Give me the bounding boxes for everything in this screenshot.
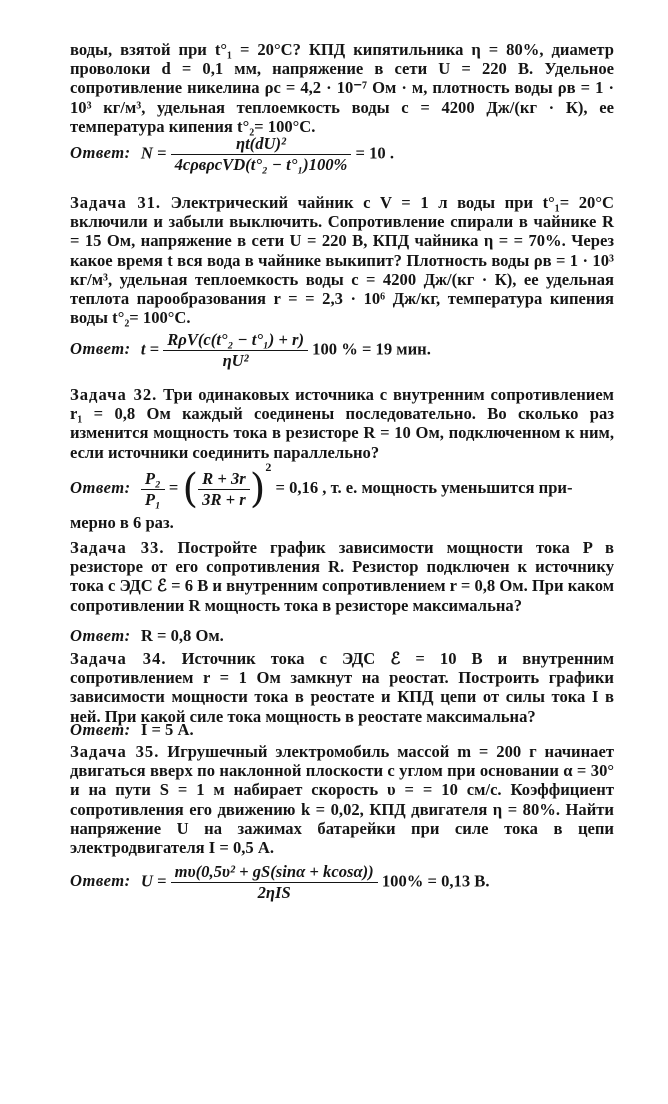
exponent: 2 (265, 460, 272, 474)
problem-30-text: воды, взятой при t°₁ = 20°С? КПД кипятильника η = 80%, диаметр проволоки d = 0,1 мм, напряжение в сети U = 220 В. Удельное сопротивление никелина ρс = 4,2 · 10⁻⁷ Ом · м, плотность воды ρв = 1 · 10³ кг/м³, удельная теплоемкость воды c = 4200 Дж/(кг · К), ее температура кипения t°₂= 100°С. (70, 40, 614, 136)
task-label: Задача 31. (70, 193, 162, 212)
task-text: Электрический чайник с V = 1 л воды при t°₁= 20°С включили и забыли выключить. Сопротивление спирали в чайнике R = 15 Ом, напряжение в сети U = 220 В, КПД чайника η = = 70%. Через какое время t вся вода в чайнике выкипит? Плотность воды ρв = 1 · 10³ кг/м³, удельная теплоемкость воды c = 4200 Дж/(кг · К), ее удельная теплота парообразования r = = 2,3 · 10⁶ Дж/кг, температура кипения воды t°₂= 100°С. (70, 193, 614, 328)
left-paren: ( (182, 466, 199, 513)
fraction-numerator: mυ(0,5υ² + gS(sinα + kcosα)) (174, 862, 374, 881)
task-label: Задача 33. (70, 538, 165, 557)
fraction-numerator: RρV(c(t°₂ − t°₁) + r) (167, 330, 304, 349)
formula-result: 100% = 0,13 В. (381, 871, 490, 891)
task-text: Постройте график зависимости мощности тока P в резисторе от его сопротивления R. Резистор подключен к источнику тока с ЭДС ℰ = 6 В и внутренним сопротивлением r = 0,8 Ом. При каком сопротивлении R мощность тока в резисторе максимальна? (70, 538, 614, 615)
formula-fraction (163, 330, 308, 371)
fraction-denominator: 2ηIS (171, 882, 378, 903)
answer-label: Ответ: (70, 478, 131, 497)
formula-result: = 10 . (355, 143, 395, 163)
answer-30-formula (70, 134, 394, 175)
formula-fraction (171, 862, 378, 903)
answer-label: Ответ: (70, 871, 131, 891)
fraction-denominator: 4cρвρсVD(t°₂ − t°₁)100% (171, 154, 352, 175)
task-label: Задача 32. (70, 385, 158, 404)
answer-label: Ответ: (70, 626, 131, 645)
formula-lhs: N = (140, 143, 167, 163)
answer-label: Ответ: (70, 339, 131, 359)
right-paren: ) (249, 466, 266, 513)
equals-sign: = (168, 478, 179, 497)
problem-30-continuation (70, 40, 614, 136)
fraction-denominator: ηU² (163, 350, 308, 371)
formula-lhs: U = (140, 871, 167, 891)
answer-35-formula (70, 862, 489, 903)
answer-value: I = 5 А. (140, 720, 194, 739)
task-label: Задача 35. (70, 742, 160, 761)
answer-34 (70, 720, 630, 739)
task-text: Три одинаковых источника с внутренним сопротивлением r₁ = 0,8 Ом каждый соединены последовательно. Во сколько раз изменится мощность тока в резисторе R = 10 Ом, подключенном к ним, если источники соединить параллельно? (70, 385, 614, 462)
problem-33 (70, 538, 614, 615)
answer-value: R = 0,8 Ом. (140, 626, 224, 645)
task-text: Игрушечный электромобиль массой m = 200 г начинает двигаться вверх по наклонной плоскости с углом при основании α = 30° и на пути S = 1 м набирает скорость υ = = 10 см/с. Коэффициент сопротивления его движению k = 0,02, КПД двигателя η = 80%. Найти напряжение U на зажимах батарейки при силе тока в цепи электродвигателя I = 0,5 А. (70, 742, 614, 858)
ratio-numerator: P₂ (144, 468, 161, 488)
formula-result: = 0,16 , т. е. мощность уменьшится при- (275, 478, 573, 497)
answer-32-continuation (70, 513, 630, 532)
problem-34 (70, 649, 614, 726)
fraction-denominator: 3R + r (198, 489, 250, 510)
answer-label: Ответ: (70, 143, 131, 163)
ratio-denominator: P₁ (141, 489, 165, 510)
formula-fraction (198, 469, 250, 510)
formula-lhs: t = (140, 339, 160, 359)
fraction-numerator: ηt(dU)² (235, 134, 286, 153)
problem-32 (70, 385, 614, 462)
power-ratio (141, 469, 165, 510)
answer-32-tail: мерно в 6 раз. (70, 513, 174, 532)
task-text: Источник тока с ЭДС ℰ = 10 В и внутренним сопротивлением r = 1 Ом замкнут на реостат. Построить графики зависимости мощности тока в реостате и КПД цепи от силы тока I в ней. При какой силе тока мощность в реостате максимальна? (70, 649, 614, 726)
task-label: Задача 34. (70, 649, 167, 668)
answer-label: Ответ: (70, 720, 131, 739)
fraction-numerator: R + 3r (202, 468, 246, 488)
problem-35 (70, 742, 614, 857)
answer-32-formula (70, 460, 573, 512)
answer-31-formula (70, 330, 431, 371)
formula-fraction (171, 134, 352, 175)
answer-33 (70, 626, 630, 645)
formula-result: 100 % = 19 мин. (312, 339, 431, 359)
problem-31 (70, 193, 614, 327)
